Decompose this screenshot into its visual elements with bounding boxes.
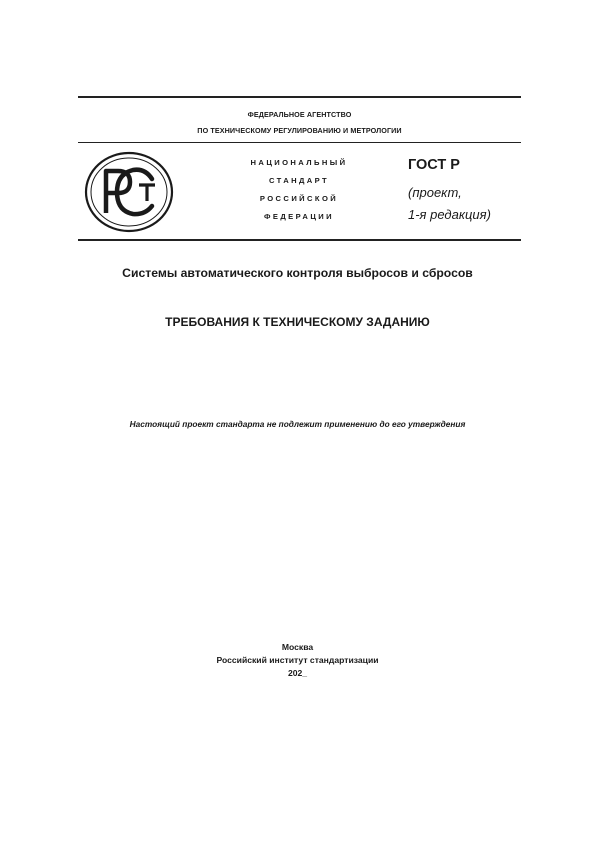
document-subtitle: ТРЕБОВАНИЯ К ТЕХНИЧЕСКОМУ ЗАДАНИЮ: [165, 315, 430, 329]
agency-line-2: ПО ТЕХНИЧЕСКОМУ РЕГУЛИРОВАНИЮ И МЕТРОЛОГИИ: [197, 126, 402, 135]
draft-notice: Настоящий проект стандарта не подлежит применению до его утверждения: [129, 419, 466, 429]
standard-type-line-4: ФЕДЕРАЦИИ: [264, 212, 334, 221]
middle-rule: [78, 142, 521, 143]
document-title: Системы автоматического контроля выбросов и сбросов: [122, 266, 473, 280]
standard-type-line-2: СТАНДАРТ: [268, 176, 330, 185]
imprint-city: Москва: [281, 642, 314, 652]
standard-type-line-1: НАЦИОНАЛЬНЫЙ: [250, 158, 348, 167]
agency-line-1: ФЕДЕРАЛЬНОЕ АГЕНТСТВО: [247, 110, 352, 119]
imprint-publisher: Российский институт стандартизации: [216, 655, 379, 665]
bottom-rule: [78, 239, 521, 241]
standard-code: ГОСТ Р: [408, 157, 460, 173]
rst-logo-icon: [84, 151, 174, 233]
draft-status-line-2: 1-я редакция): [408, 207, 491, 222]
imprint-year: 202_: [287, 668, 308, 678]
draft-status-line-1: (проект,: [408, 185, 462, 200]
standard-type-line-3: РОССИЙСКОЙ: [259, 194, 339, 203]
top-rule: [78, 96, 521, 98]
